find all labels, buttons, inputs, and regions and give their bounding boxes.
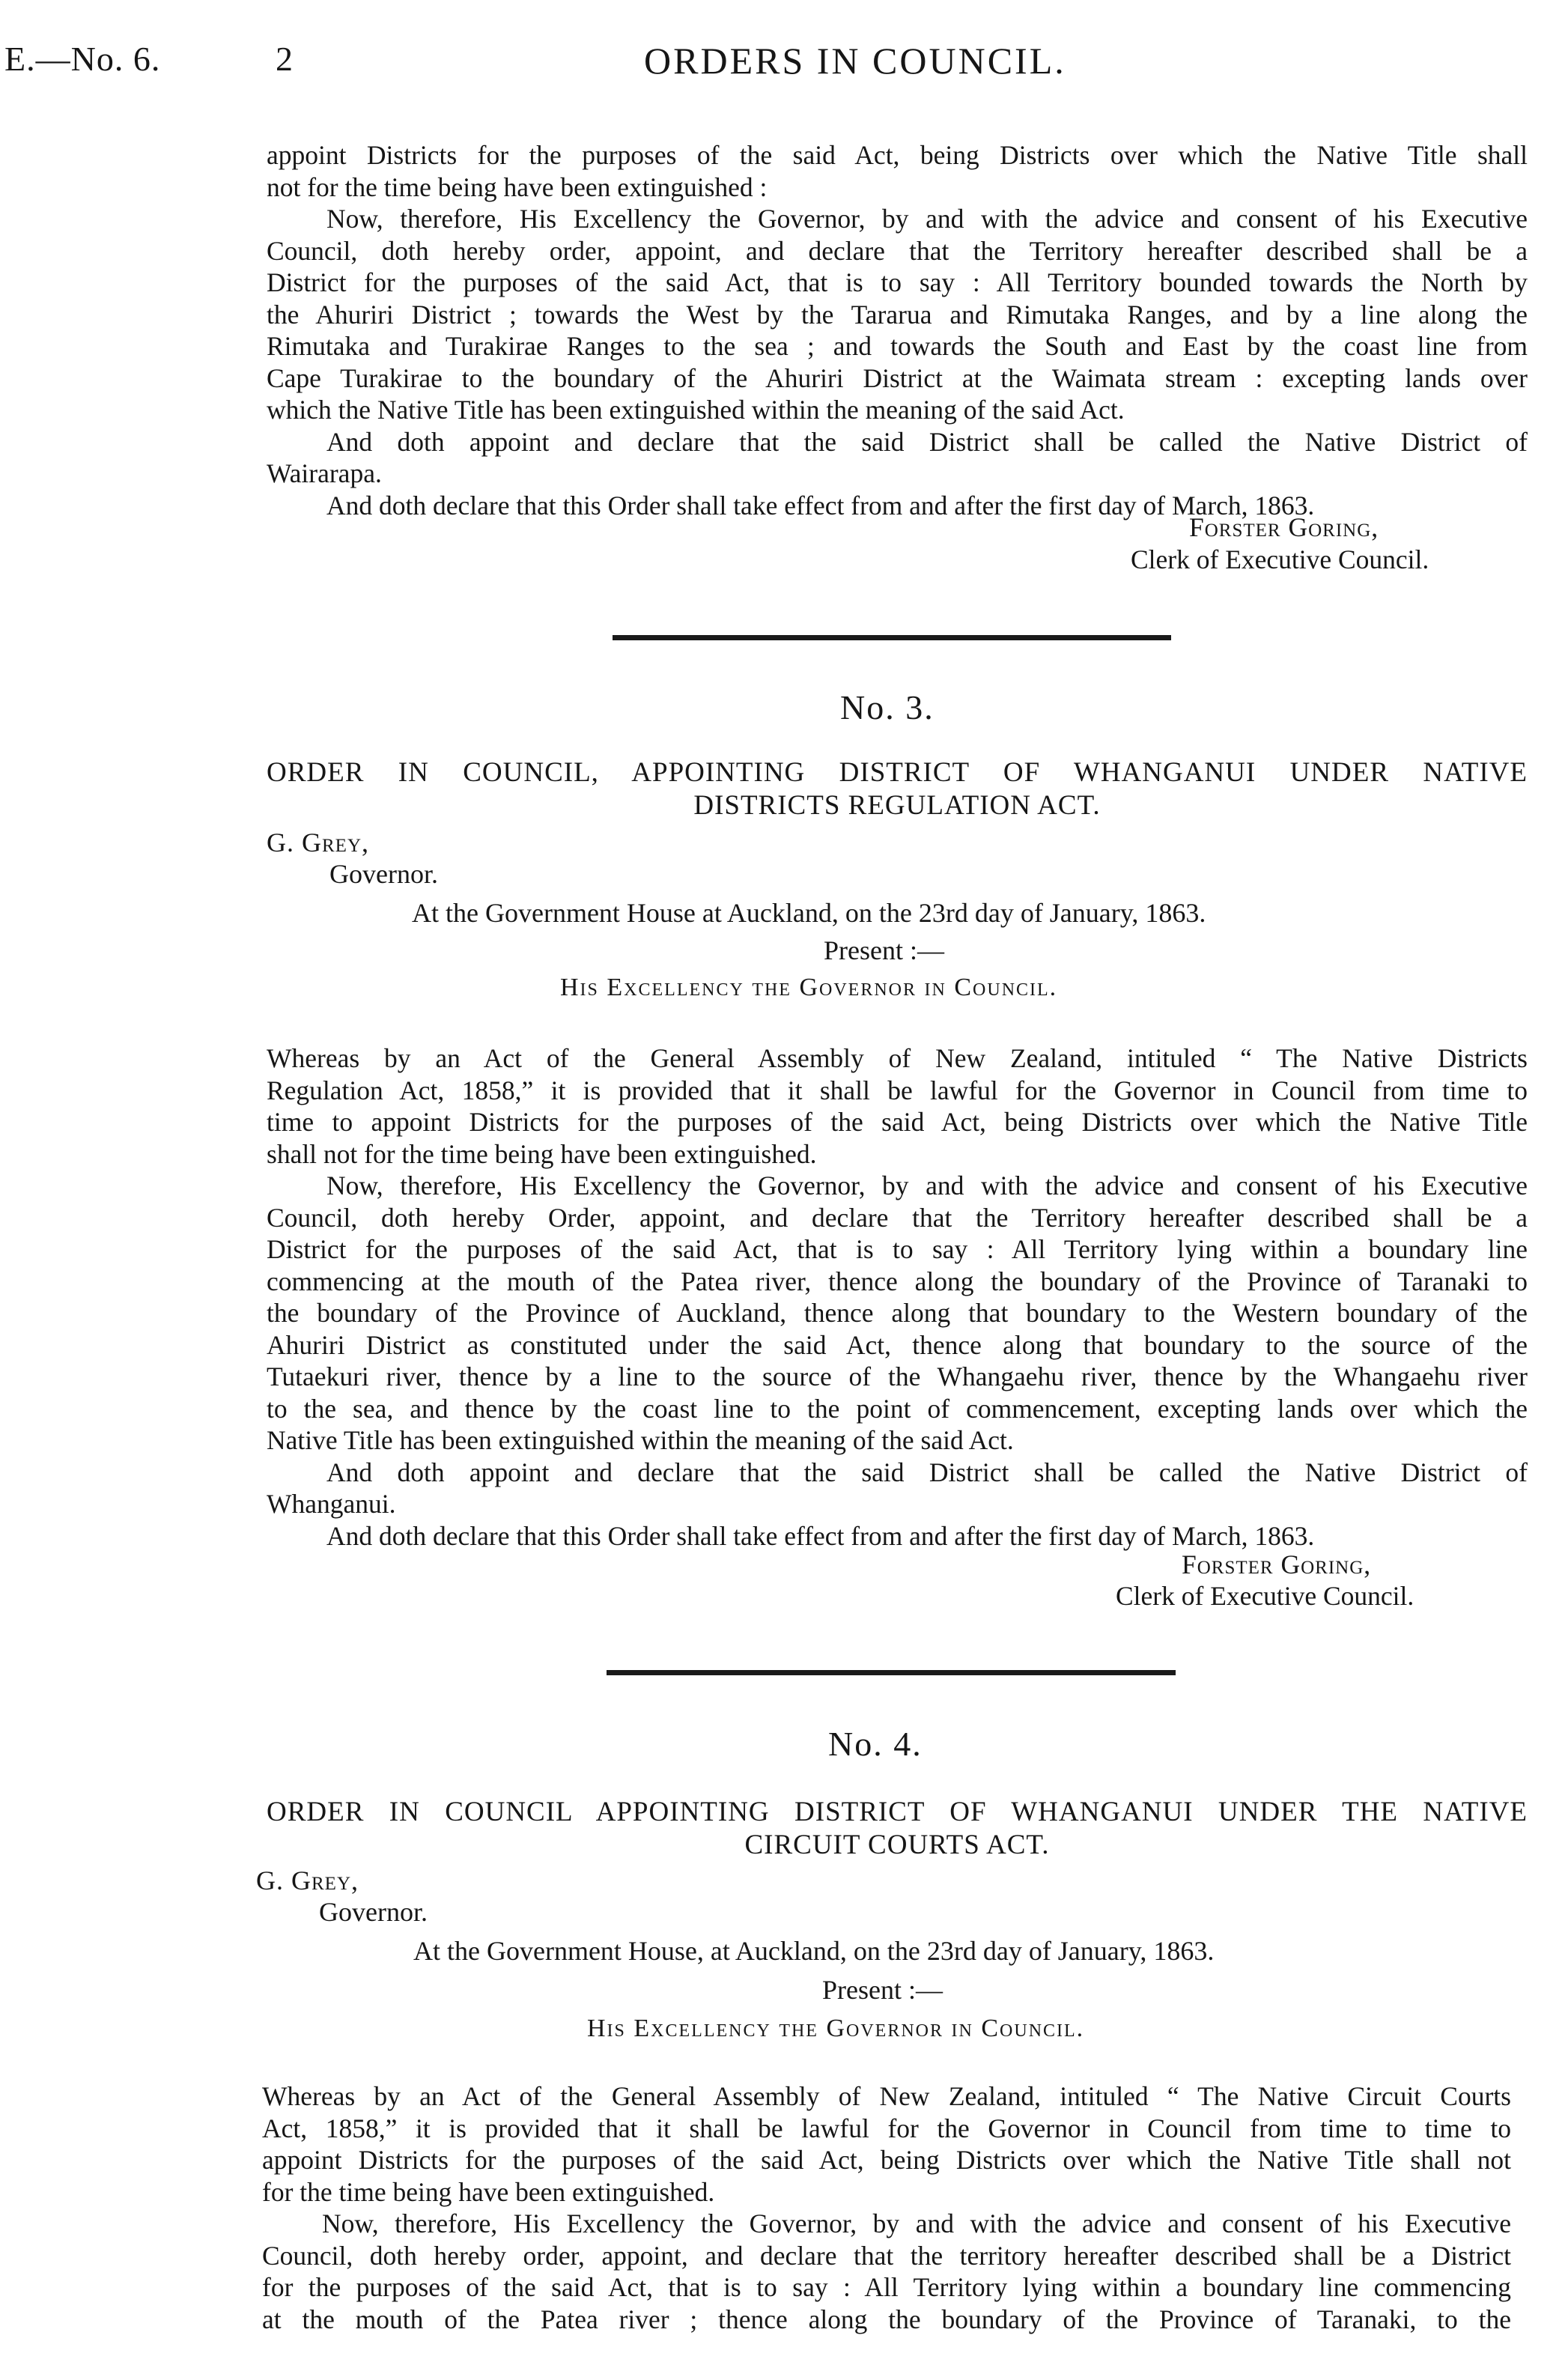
paragraph-line: for the purposes of the said Act, that is to say : All Territory lying within a boundary line commencing <box>262 2272 1511 2302</box>
top-section-body <box>267 139 1528 521</box>
paragraph-line: to the sea, and thence by the coast line to the point of commencement, excepting lands over which the <box>267 1393 1528 1424</box>
paragraph-line: District for the purposes of the said Act, that is to say : All Territory bounded towards the North by <box>267 267 1528 297</box>
order-title-line: DISTRICTS REGULATION ACT. <box>693 790 1101 821</box>
paragraph-line: And doth declare that this Order shall take effect from and after the first day of March, 1863. <box>326 490 1315 520</box>
paragraph-line: Act, 1858,” it is provided that it shall be lawful for the Governor in Council from time to time to <box>262 2113 1511 2143</box>
order3-body <box>267 1042 1528 1552</box>
paragraph-line: for the time being have been extinguished. <box>262 2176 715 2207</box>
governor-name: G. Grey, <box>256 1866 359 1895</box>
paragraph-line: appoint Districts for the purposes of the said Act, being Districts over which the Native Title shall not <box>262 2145 1511 2175</box>
order-title <box>267 756 1528 822</box>
signature-title: Clerk of Executive Council. <box>1116 1581 1414 1611</box>
paragraph-line: Ahuriri District as constituted under the said Act, thence along that boundary to the source of the <box>267 1329 1528 1360</box>
present-label: Present :— <box>824 935 944 965</box>
paragraph-line: Regulation Act, 1858,” it is provided that it shall be lawful for the Governor in Council from time to <box>267 1075 1528 1105</box>
paragraph-line: District for the purposes of the said Act, that is to say : All Territory lying within a boundary line <box>267 1234 1528 1264</box>
order-title-line: CIRCUIT COURTS ACT. <box>744 1830 1050 1860</box>
paragraph-line: Now, therefore, His Excellency the Governor, by and with the advice and consent of his Executive <box>326 204 1528 234</box>
order-number-heading: No. 3. <box>840 688 935 726</box>
paragraph-line: at the mouth of the Patea river ; thence along the boundary of the Province of Taranaki, to the <box>262 2304 1511 2334</box>
paragraph-line: And doth appoint and declare that the said District shall be called the Native District of <box>326 1457 1528 1487</box>
governor-name: G. Grey, <box>267 828 369 857</box>
paragraph-line: which the Native Title has been extinguished within the meaning of the said Act. <box>267 395 1125 425</box>
paragraph-line: Whanganui. <box>267 1489 396 1519</box>
paragraph-line: the boundary of the Province of Auckland, thence along that boundary to the Western boundary of the <box>267 1298 1528 1328</box>
paragraph-line: Cape Turakirae to the boundary of the Ahuriri District at the Waimata stream : excepting lands over <box>267 362 1528 393</box>
paragraph-line: Whereas by an Act of the General Assembly of New Zealand, intituled “ The Native Circuit Courts <box>262 2081 1511 2111</box>
paragraph-line: Council, doth hereby order, appoint, and declare that the Territory hereafter described shall be a <box>267 235 1528 266</box>
place-and-date: At the Government House, at Auckland, on the 23rd day of January, 1863. <box>413 1936 1215 1966</box>
paragraph-line-text: Whereas by an Act of the General Assembly of New Zealand, intituled “ The Native Districts <box>267 1043 1528 1073</box>
paragraph-line: commencing at the mouth of the Patea river, thence along the boundary of the Province of Taranaki to <box>267 1266 1528 1296</box>
paragraph-line: Now, therefore, His Excellency the Governor, by and with the advice and consent of his Executive <box>322 2208 1511 2238</box>
paragraph-line: Wairarapa. <box>267 458 382 488</box>
signature-name: Forster Goring, <box>1189 512 1379 542</box>
present-label: Present :— <box>822 1975 943 2005</box>
paragraph-line: Native Title has been extinguished within the meaning of the said Act. <box>267 1425 1014 1455</box>
signature-name: Forster Goring, <box>1182 1549 1372 1579</box>
order-title <box>267 1796 1528 1862</box>
signature-title: Clerk of Executive Council. <box>1131 544 1429 574</box>
paragraph-line: Council, doth hereby order, appoint, and declare that the territory hereafter described shall be a District <box>262 2240 1511 2271</box>
page-number: 2 <box>276 40 293 78</box>
paragraph-line: shall not for the time being have been extinguished. <box>267 1138 817 1169</box>
governor-title: Governor. <box>319 1897 428 1927</box>
order-title-line: ORDER IN COUNCIL APPOINTING DISTRICT OF WHANGANUI UNDER THE NATIVE <box>267 1797 1528 1827</box>
council-heading: His Excellency the Governor in Council. <box>587 2015 1085 2042</box>
order-title-line: ORDER IN COUNCIL, APPOINTING DISTRICT OF WHANGANUI UNDER NATIVE <box>267 757 1528 788</box>
paragraph-line: Council, doth hereby Order, appoint, and declare that the Territory hereafter described shall be a <box>267 1202 1528 1233</box>
paragraph-line: time to appoint Districts for the purposes of the said Act, being Districts over which the Native Title <box>267 1107 1528 1137</box>
order-number-heading: No. 4. <box>828 1725 923 1763</box>
council-heading: His Excellency the Governor in Council. <box>560 974 1058 1001</box>
order4-body <box>262 2080 1511 2335</box>
paragraph-line: And doth declare that this Order shall take effect from and after the first day of March, 1863. <box>326 1520 1315 1551</box>
section-divider <box>613 635 1171 640</box>
document-reference: E.—No. 6. <box>4 40 161 78</box>
governor-title: Governor. <box>329 859 438 889</box>
section-divider <box>607 1670 1176 1675</box>
paragraph-line: not for the time being have been extinguished : <box>267 171 768 202</box>
paragraph-line: appoint Districts for the purposes of the said Act, being Districts over which the Native Title shall <box>267 140 1528 170</box>
paragraph-line: Rimutaka and Turakirae Ranges to the sea ; and towards the South and East by the coast line from <box>267 331 1528 361</box>
paragraph-line: the Ahuriri District ; towards the West by the Tararua and Rimutaka Ranges, and by a line along the <box>267 299 1528 330</box>
page-title: ORDERS IN COUNCIL. <box>644 40 1066 82</box>
paragraph-line <box>267 1042 1528 1075</box>
place-and-date: At the Government House at Auckland, on the 23rd day of January, 1863. <box>412 898 1206 928</box>
paragraph-line: Tutaekuri river, thence by a line to the source of the Whangaehu river, thence by the Whangaehu river <box>267 1361 1528 1391</box>
paragraph-line: And doth appoint and declare that the said District shall be called the Native District of <box>326 426 1528 457</box>
paragraph-line: Now, therefore, His Excellency the Governor, by and with the advice and consent of his Executive <box>326 1171 1528 1200</box>
